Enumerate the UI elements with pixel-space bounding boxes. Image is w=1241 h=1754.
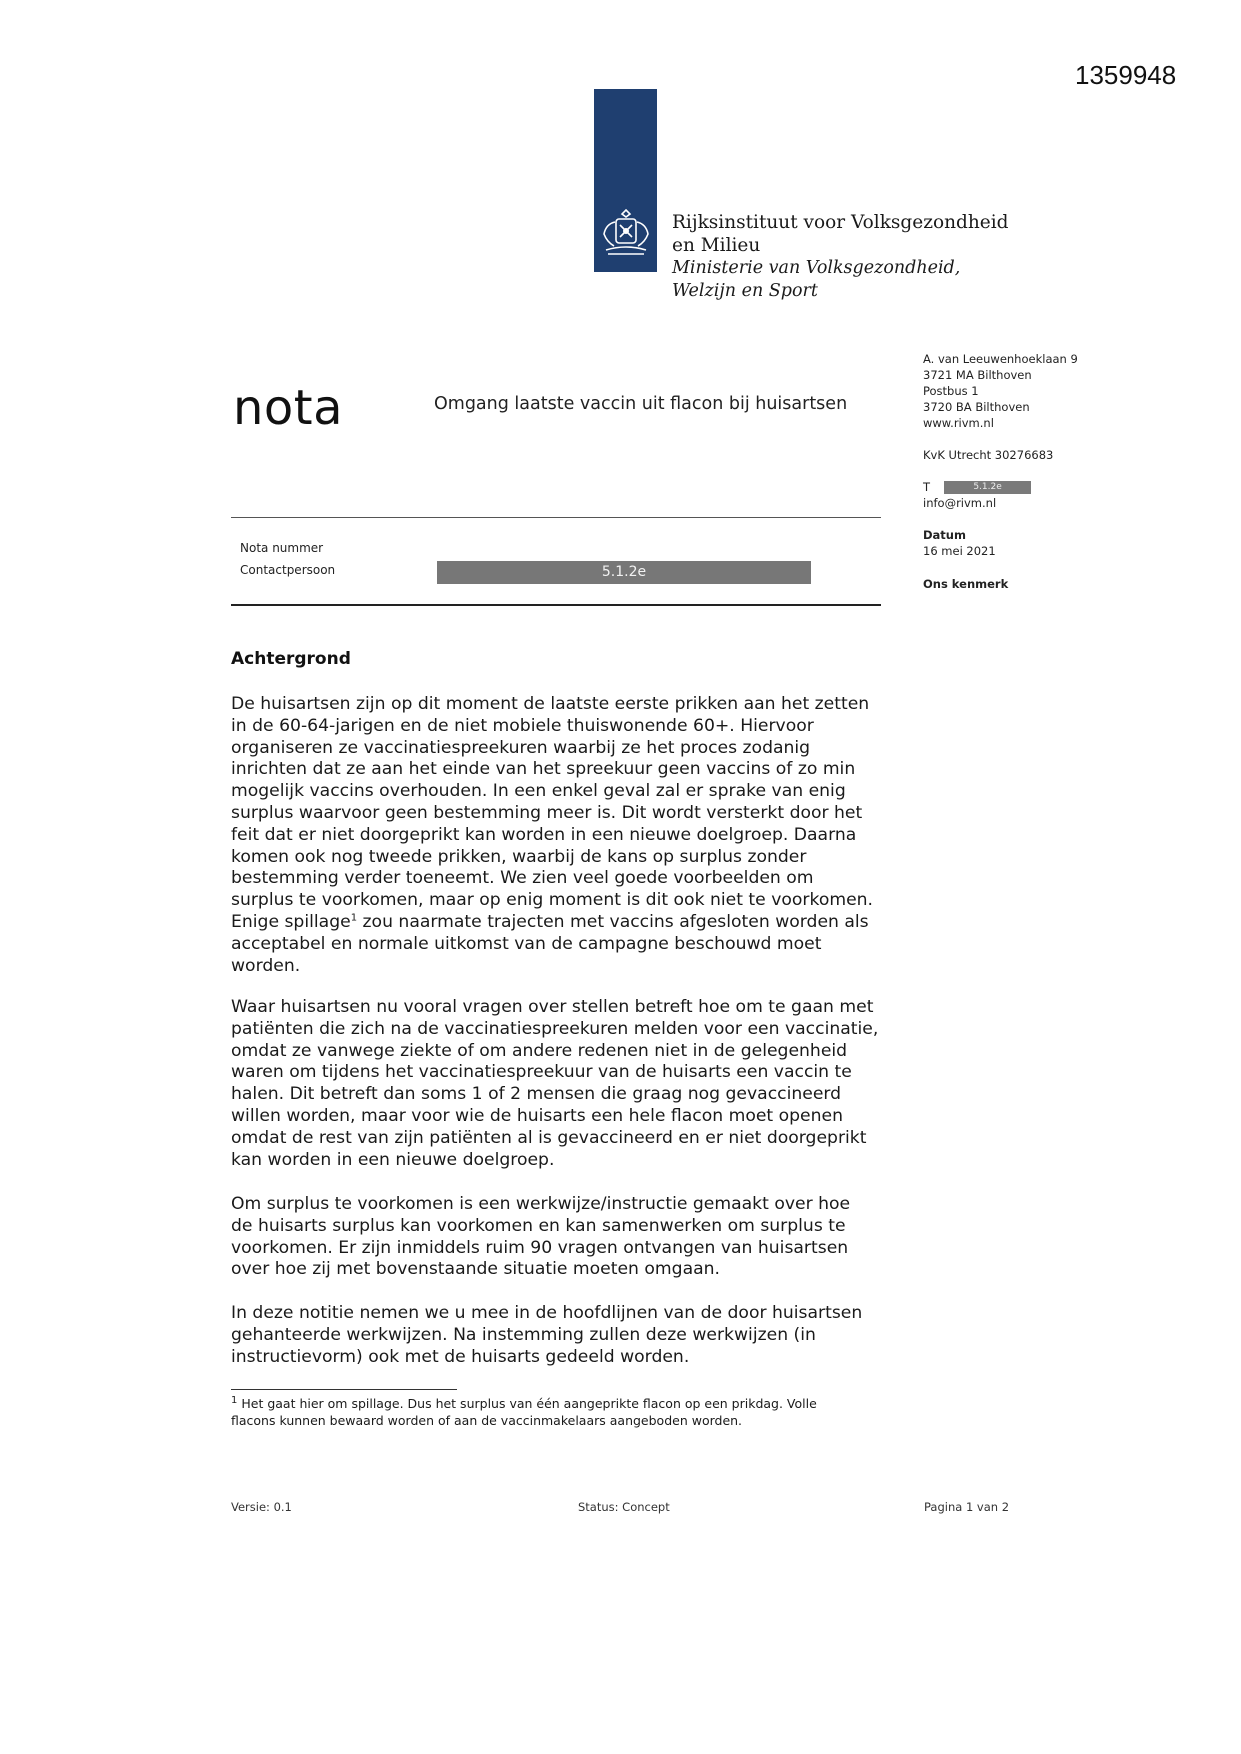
paragraph-3 [231, 1194, 911, 1281]
footer-version: Versie: 0.1 [231, 1500, 292, 1514]
text-line: omdat de rest van zijn patiënten al is gevaccineerd en er niet doorgeprikt [231, 1127, 867, 1148]
footer-status: Status: Concept [578, 1500, 670, 1514]
ministry-line2: Welzijn en Sport [672, 281, 818, 301]
spillage-text: Enige spillage [231, 911, 351, 932]
paragraph-4 [231, 1303, 911, 1368]
footnote-mark: 1 [231, 1394, 238, 1406]
text-line: omdat ze vanwege ziekte of om andere redenen niet in de gelegenheid [231, 1040, 848, 1061]
divider-bottom [231, 604, 881, 606]
text-line: patiënten die zich na de vaccinatiespreekuren melden voor een vaccinatie, [231, 1018, 879, 1039]
text-line: surplus te voorkomen, maar op enig moment is dit ook niet te voorkomen. [231, 890, 874, 911]
postbus: Postbus 1 [923, 384, 979, 398]
website: www.rivm.nl [923, 416, 994, 430]
address-line2: 3721 MA Bilthoven [923, 368, 1032, 382]
text-line: Om surplus te voorkomen is een werkwijze/instructie gemaakt over hoe [231, 1194, 851, 1214]
footnote [231, 1395, 931, 1429]
text-line: instructievorm) ook met de huisarts gedeeld worden. [231, 1346, 690, 1367]
footnote-reference: 1 [350, 912, 358, 924]
document-id: 1359948 [1075, 60, 1177, 90]
text-line: over hoe zij met bovenstaande situatie moeten omgaan. [231, 1259, 720, 1280]
text-line: In deze notitie nemen we u mee in de hoofdlijnen van de door huisartsen [231, 1303, 863, 1323]
text-line: halen. Dit betreft dan soms 1 of 2 mensen die graag nog gevaccineerd [231, 1084, 842, 1105]
phone-redaction: 5.1.2e [944, 481, 1031, 494]
paragraph-2 [231, 997, 911, 1171]
coat-of-arms-icon [598, 206, 654, 258]
paragraph-1 [231, 694, 911, 977]
document-type-title: nota [233, 380, 344, 436]
contactpersoon-label: Contactpersoon [240, 563, 336, 577]
footnote-line2: flacons kunnen bewaard worden of aan de vaccinmakelaars aangeboden worden. [231, 1413, 743, 1428]
text-line: worden. [231, 955, 301, 976]
text-line: mogelijk vaccins overhouden. In een enkel geval zal er sprake van enig [231, 781, 846, 802]
sender-sidebar [923, 351, 1123, 592]
text-line: gehanteerde werkwijzen. Na instemming zullen deze werkwijzen (in [231, 1324, 816, 1345]
kvk-number: KvK Utrecht 30276683 [923, 448, 1054, 462]
text-line: inrichten dat ze aan het einde van het spreekuur geen vaccins of zo min [231, 759, 856, 780]
footnote-line1 [231, 1395, 931, 1412]
footnote-divider [231, 1389, 457, 1390]
phone-label: T [923, 480, 931, 494]
text-line: waren om tijdens het vaccinatiespreekuur van de huisarts een vaccin te [231, 1062, 852, 1083]
divider-top [231, 517, 881, 518]
address-line1: A. van Leeuwenhoeklaan 9 [923, 352, 1078, 366]
text-line: kan worden in een nieuwe doelgroep. [231, 1149, 555, 1170]
text-line: in de 60-64-jarigen en de niet mobiele thuiswonende 60+. Hiervoor [231, 715, 814, 736]
text-line-with-footnote [231, 912, 911, 934]
ministry-line1: Ministerie van Volksgezondheid, [672, 258, 961, 278]
phone-row [923, 479, 1123, 495]
org-name-line1: Rijksinstituut voor Volksgezondheid [672, 212, 1009, 233]
text-line: acceptabel en normale uitkomst van de campagne beschouwd moet [231, 933, 822, 954]
text-line: voorkomen. Er zijn inmiddels ruim 90 vragen ontvangen van huisartsen [231, 1237, 849, 1258]
nota-nummer-label: Nota nummer [240, 541, 324, 555]
org-name-line2: en Milieu [672, 235, 761, 256]
text-line: De huisartsen zijn op dit moment de laatste eerste prikken aan het zetten [231, 694, 870, 714]
datum-value: 16 mei 2021 [923, 544, 996, 558]
text-line: Waar huisartsen nu vooral vragen over stellen betreft hoe om te gaan met [231, 997, 874, 1017]
contact-redaction: 5.1.2e [437, 561, 811, 584]
text-line: surplus waarvoor geen bestemming meer is. Dit wordt versterkt door het [231, 802, 863, 823]
text-line: bestemming verder toeneemt. We zien veel goede voorbeelden om [231, 868, 814, 889]
text-line: de huisarts surplus kan voorkomen en kan samenwerken om surplus te [231, 1215, 846, 1236]
text-line: feit dat er niet doorgeprikt kan worden in een nieuwe doelgroep. Daarna [231, 824, 857, 845]
organization-block [672, 211, 1008, 303]
spillage-text-rest: zou naarmate trajecten met vaccins afgesloten worden als [357, 911, 869, 932]
postbus-city: 3720 BA Bilthoven [923, 400, 1030, 414]
datum-label: Datum [923, 528, 966, 542]
text-line: willen worden, maar voor wie de huisarts een hele flacon moet openen [231, 1105, 843, 1126]
kenmerk-label: Ons kenmerk [923, 577, 1009, 591]
section-heading: Achtergrond [231, 649, 351, 669]
document-subject: Omgang laatste vaccin uit flacon bij huisartsen [434, 394, 848, 414]
text-line: komen ook nog tweede prikken, waarbij de kans op surplus zonder [231, 846, 807, 867]
footer-page: Pagina 1 van 2 [924, 1500, 1010, 1514]
footnote-text1: Het gaat hier om spillage. Dus het surplus van één aangeprikte flacon op een prikdag. Volle [237, 1396, 817, 1411]
text-line: organiseren ze vaccinatiespreekuren waarbij ze het proces zodanig [231, 737, 811, 758]
email: info@rivm.nl [923, 496, 997, 510]
